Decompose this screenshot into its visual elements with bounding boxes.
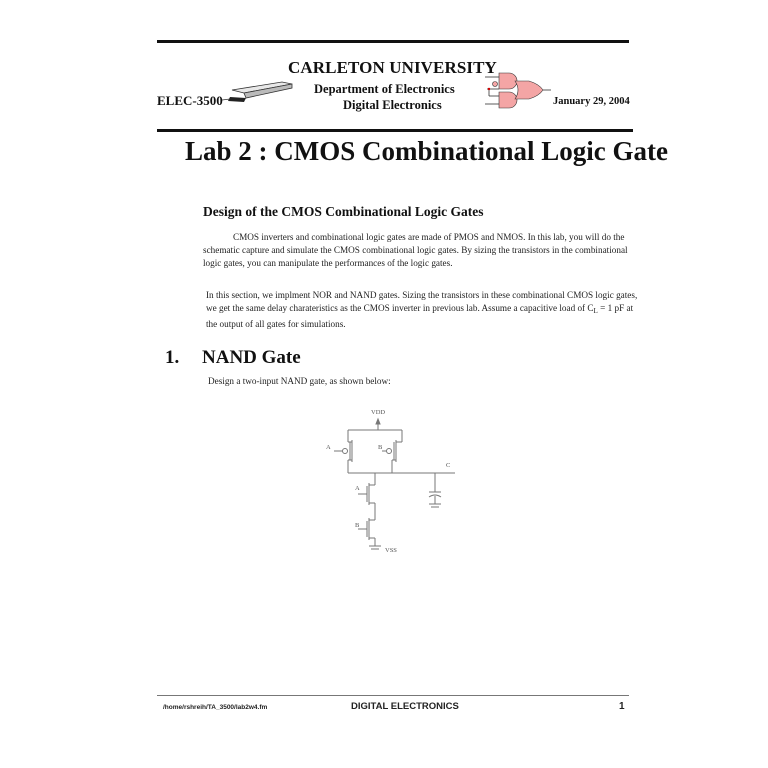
paragraph-section-text-a: In this section, we implment NOR and NAND gates. Sizing the transistors in these combinational CMOS logic gates, we get the same delay charateristics as the CMOS inverter in previous lab. Assume a capacitive load of C <box>206 290 638 313</box>
nmos-a-label: A <box>355 485 360 492</box>
header-top-rule <box>157 40 629 43</box>
page-title: Lab 2 : CMOS Combinational Logic Gate <box>185 136 669 166</box>
subscript-l: L <box>593 307 598 315</box>
section-heading-design: Design of the CMOS Combinational Logic Gates <box>203 204 484 219</box>
nmos-b-label: B <box>355 522 360 529</box>
university-name: CARLETON UNIVERSITY <box>288 58 497 77</box>
section-number: 1. <box>165 347 180 368</box>
output-c-label: C <box>446 462 451 469</box>
logic-gate-logo-icon <box>485 72 551 110</box>
course-code: ELEC-3500 <box>157 93 223 108</box>
subject-name: Digital Electronics <box>343 98 442 112</box>
vss-label: VSS <box>385 547 397 554</box>
pmos-b-label: B <box>378 444 383 451</box>
vdd-label: VDD <box>371 409 386 416</box>
paragraph-intro <box>203 231 643 270</box>
nand-instruction: Design a two-input NAND gate, as shown below: <box>208 376 391 386</box>
footer-title: DIGITAL ELECTRONICS <box>351 701 459 712</box>
nand-schematic-diagram <box>300 400 480 570</box>
section-title: NAND Gate <box>202 347 301 368</box>
footer-rule <box>157 695 629 696</box>
department-name: Department of Electronics <box>314 82 455 96</box>
paragraph-section-text-b: = 1 pF at the output of all gates for simulations. <box>206 303 634 329</box>
document-date: January 29, 2004 <box>553 96 630 107</box>
header-bottom-rule <box>157 129 633 132</box>
paragraph-section <box>206 289 646 331</box>
pmos-a-label: A <box>326 444 331 451</box>
chip-logo-icon <box>222 80 297 105</box>
footer-file-path: /home/rshreih/TA_3500/lab2w4.fm <box>163 704 268 711</box>
section-heading-nand <box>165 347 301 369</box>
paragraph-intro-text: CMOS inverters and combinational logic gates are made of PMOS and NMOS. In this lab, you will do the schematic capture and simulate the CMOS combinational logic gates. By sizing the transistors in the combinational logic gates, you can manipulate the performances of the logic gates. <box>203 232 628 268</box>
page-number: 1 <box>619 701 625 712</box>
